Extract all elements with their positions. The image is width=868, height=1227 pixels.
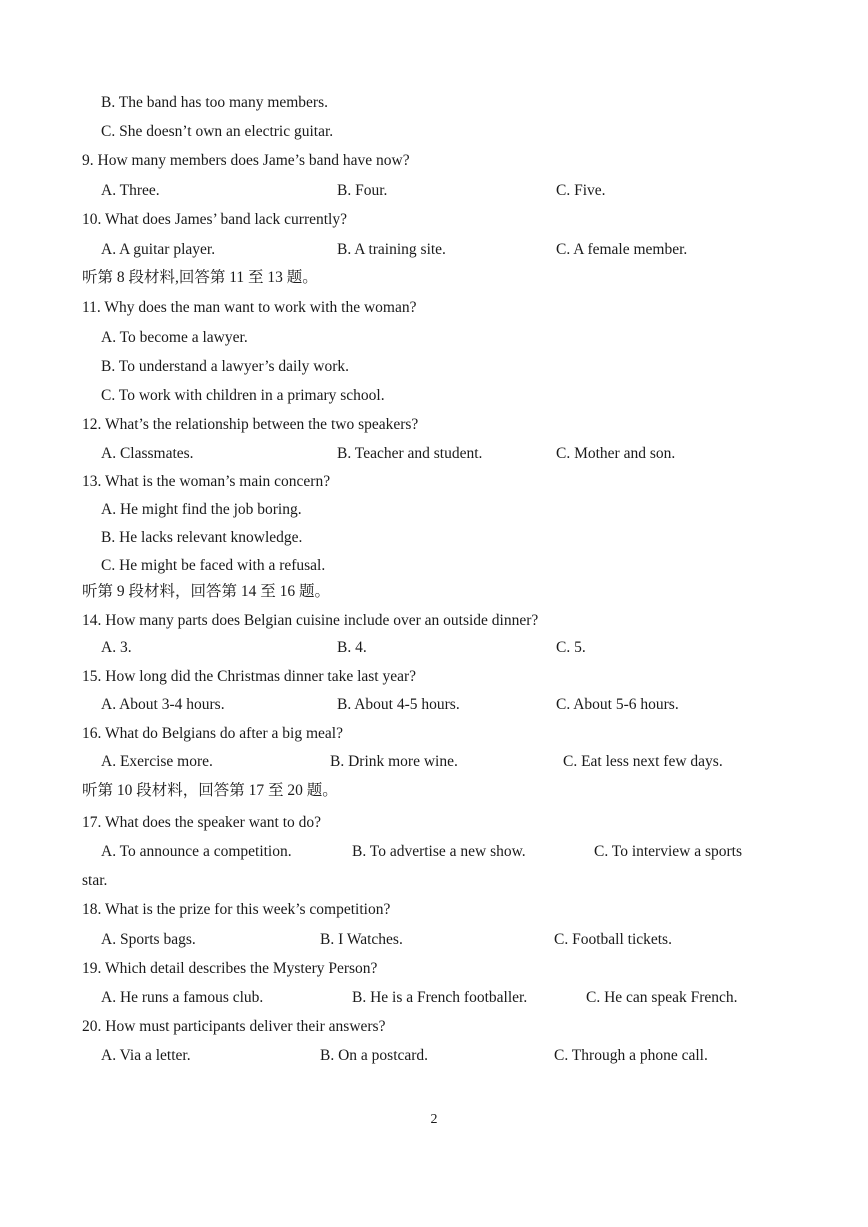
option-text: A. Sports bags. xyxy=(101,931,196,948)
option-text: B. He is a French footballer. xyxy=(352,989,528,1006)
option-text: A. A guitar player. xyxy=(101,241,216,258)
option-text: A. Exercise more. xyxy=(101,753,213,770)
question-text: 9. How many members does Jame’s band have now? xyxy=(82,152,410,169)
option-text: B. On a postcard. xyxy=(320,1047,429,1064)
question-text: 20. How must participants deliver their answers? xyxy=(82,1018,386,1035)
option-text: B. He lacks relevant knowledge. xyxy=(101,529,303,546)
question-text: 10. What does James’ band lack currently? xyxy=(82,211,347,228)
option-text: B. About 4-5 hours. xyxy=(337,696,460,713)
option-text: B. I Watches. xyxy=(320,931,403,948)
option-text: C. Through a phone call. xyxy=(554,1047,708,1064)
question-text: 12. What’s the relationship between the two speakers? xyxy=(82,416,419,433)
option-text: A. He runs a famous club. xyxy=(101,989,264,1006)
option-text: A. Via a letter. xyxy=(101,1047,191,1064)
option-text: B. 4. xyxy=(337,639,367,656)
option-text: B. Teacher and student. xyxy=(337,445,483,462)
option-text: B. The band has too many members. xyxy=(101,94,329,111)
question-text: 14. How many parts does Belgian cuisine include over an outside dinner? xyxy=(82,612,539,629)
option-text: B. To understand a lawyer’s daily work. xyxy=(101,358,350,375)
option-text: A. Classmates. xyxy=(101,445,194,462)
option-text: A. About 3-4 hours. xyxy=(101,696,225,713)
option-text: A. To become a lawyer. xyxy=(101,329,248,346)
option-text: C. Football tickets. xyxy=(554,931,672,948)
option-text: C. She doesn’t own an electric guitar. xyxy=(101,123,334,140)
section-heading: 听第 9 段材料，回答第 14 至 16 题。 xyxy=(82,583,331,600)
option-text: B. A training site. xyxy=(337,241,446,258)
question-text: 15. How long did the Christmas dinner take last year? xyxy=(82,668,417,685)
question-text: 17. What does the speaker want to do? xyxy=(82,814,322,831)
option-text: C. Five. xyxy=(556,182,606,199)
section-heading: 听第 8 段材料,回答第 11 至 13 题。 xyxy=(82,269,318,286)
question-text: 18. What is the prize for this week’s competition? xyxy=(82,901,391,918)
question-text: 19. Which detail describes the Mystery Person? xyxy=(82,960,378,977)
question-text: 11. Why does the man want to work with the woman? xyxy=(82,299,417,316)
option-text: B. To advertise a new show. xyxy=(352,843,526,860)
question-text: 13. What is the woman’s main concern? xyxy=(82,473,331,490)
page-number: 2 xyxy=(430,1112,438,1127)
option-text: A. Three. xyxy=(101,182,160,199)
option-text: C. A female member. xyxy=(556,241,688,258)
option-text: A. He might find the job boring. xyxy=(101,501,302,518)
option-text-continued: star. xyxy=(82,872,108,889)
section-heading: 听第 10 段材料，回答第 17 至 20 题。 xyxy=(82,782,338,799)
option-text: A. 3. xyxy=(101,639,132,656)
option-text: C. Mother and son. xyxy=(556,445,676,462)
option-text: C. He can speak French. xyxy=(586,989,738,1006)
option-text: C. To interview a sports xyxy=(594,843,743,860)
question-text: 16. What do Belgians do after a big meal? xyxy=(82,725,343,742)
option-text: C. 5. xyxy=(556,639,586,656)
option-text: A. To announce a competition. xyxy=(101,843,292,860)
option-text: C. About 5-6 hours. xyxy=(556,696,679,713)
option-text: C. Eat less next few days. xyxy=(563,753,723,770)
option-text: C. To work with children in a primary school. xyxy=(101,387,385,404)
option-text: B. Drink more wine. xyxy=(330,753,458,770)
option-text: B. Four. xyxy=(337,182,388,199)
option-text: C. He might be faced with a refusal. xyxy=(101,557,326,574)
